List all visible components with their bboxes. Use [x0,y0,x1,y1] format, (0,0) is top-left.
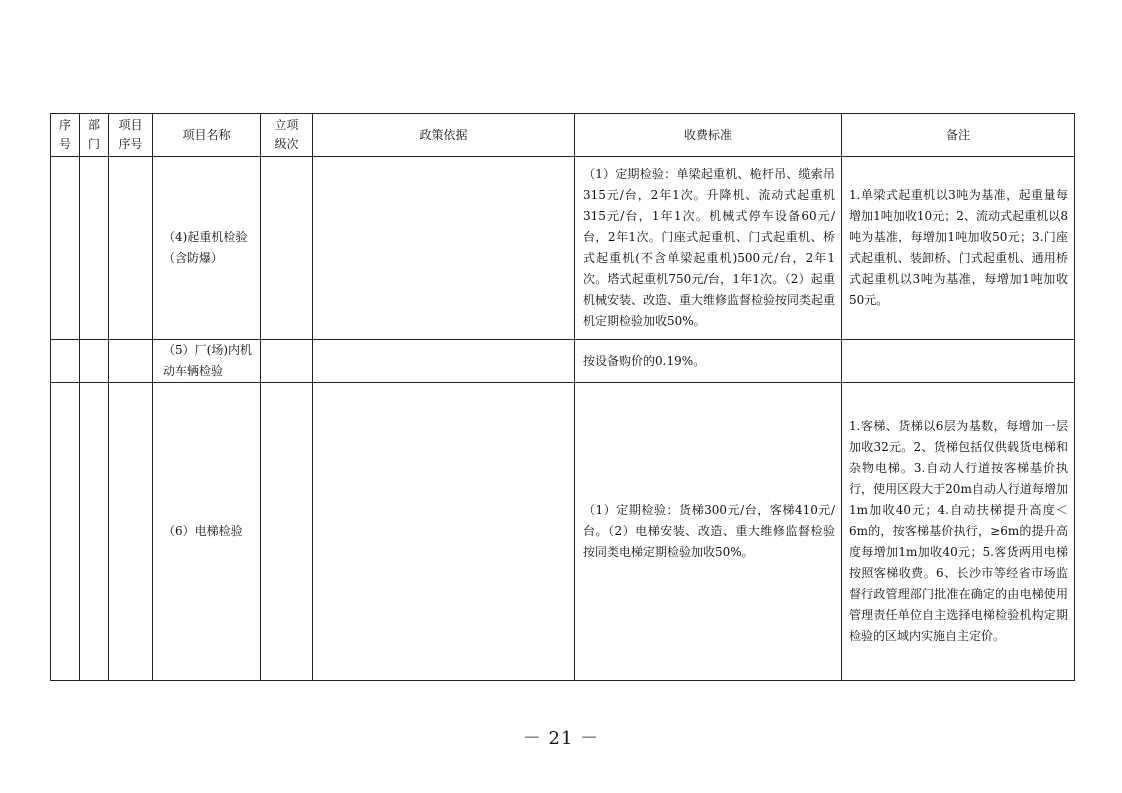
header-remarks: 备注 [842,114,1075,157]
cell-seq [51,157,80,340]
header-item-name: 项目名称 [153,114,261,157]
table-row [51,383,1075,681]
page-number: － 21 － [522,728,600,749]
cell-policy-basis [313,157,575,340]
header-approval-level: 立项 级次 [261,114,313,157]
header-item-seq: 项目 序号 [109,114,153,157]
cell-approval-level [261,340,313,383]
cell-item-seq [109,383,153,681]
cell-seq [51,340,80,383]
table-header-row [51,114,1075,157]
cell-item-seq [109,157,153,340]
header-fee-standard: 收费标准 [575,114,842,157]
cell-item-name: （5）厂(场)内机 动车辆检验 [153,340,261,383]
cell-remarks: 1.单梁式起重机以3吨为基准，起重量每增加1吨加收10元；2、流动式起重机以8吨为基准，每增加1吨加收50元；3.门座式起重机、装卸桥、门式起重机、通用桥式起重机以3吨为基准，每增加1吨加收50元。 [842,157,1075,340]
cell-dept [80,383,109,681]
cell-item-seq [109,340,153,383]
header-policy-basis: 政策依据 [313,114,575,157]
cell-remarks [842,340,1075,383]
header-dept: 部 门 [80,114,109,157]
cell-approval-level [261,157,313,340]
cell-policy-basis [313,340,575,383]
table-row [51,340,1075,383]
cell-seq [51,383,80,681]
cell-fee-standard: 按设备购价的0.19%。 [575,340,842,383]
cell-dept [80,340,109,383]
cell-item-name: （4)起重机检验 （含防爆） [153,157,261,340]
cell-dept [80,157,109,340]
cell-fee-standard: （1）定期检验：单梁起重机、桅杆吊、缆索吊315元/台，2年1次。升降机、流动式起重机315元/台，1年1次。机械式停车设备60元/台，2年1次。门座式起重机、门式起重机、桥式起重机(不含单梁起重机)500元/台，2年1次。塔式起重机750元/台，1年1次。（2）起重机械安装、改造、重大维修监督检验按同类起重机定期检验加收50%。 [575,157,842,340]
header-seq: 序 号 [51,114,80,157]
cell-remarks: 1.客梯、货梯以6层为基数，每增加一层加收32元。2、货梯包括仅供载货电梯和杂物电梯。3.自动人行道按客梯基价执行，使用区段大于20m自动人行道每增加1m加收40元；4.自动扶梯提升高度＜6m的，按客梯基价执行，≥6m的提升高度每增加1m加收40元；5.客货两用电梯按照客梯收费。6、长沙市等经省市场监督行政管理部门批准在确定的由电梯使用管理责任单位自主选择电梯检验机构定期检验的区域内实施自主定价。 [842,383,1075,681]
cell-policy-basis [313,383,575,681]
table-row [51,157,1075,340]
cell-approval-level [261,383,313,681]
fee-table [50,113,1075,681]
cell-fee-standard: （1）定期检验：货梯300元/台，客梯410元/台。（2）电梯安装、改造、重大维修监督检验按同类电梯定期检验加收50%。 [575,383,842,681]
cell-item-name: （6）电梯检验 [153,383,261,681]
